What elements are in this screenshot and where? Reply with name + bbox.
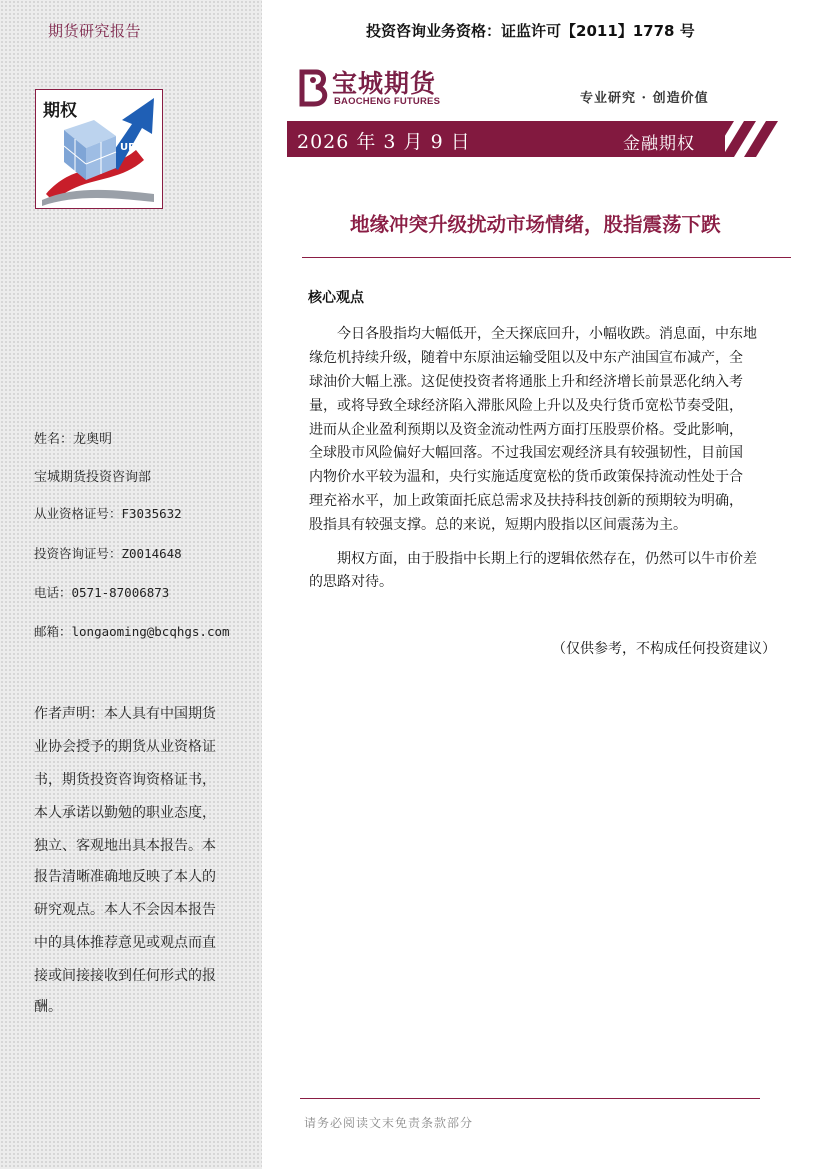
report-type-label: 期货研究报告 (48, 22, 142, 40)
footer-disclaimer-link[interactable]: 请务必阅读文末免责条款部分 (304, 1116, 474, 1130)
reference-only-note: （仅供参考，不构成任何投资建议） (552, 641, 776, 657)
body-line: 缘危机持续升级，随着中东原油运输受阻以及中东产油国宣布减产，全 (309, 350, 743, 366)
headline-divider (302, 257, 791, 258)
options-cover-image (35, 89, 163, 209)
declaration-line: 业协会授予的期货从业资格证 (34, 739, 216, 755)
logo-up-text: UP (120, 142, 136, 153)
declaration-line: 独立、客观地出具本报告。本 (34, 838, 216, 854)
baocheng-logo-icon (296, 68, 330, 108)
body-line: 全球股市风险偏好大幅回落。不过我国宏观经济具有较强韧性，目前国 (309, 445, 743, 461)
consulting-number: 投资咨询证号：Z0014648 (34, 546, 182, 561)
declaration-line: 本人承诺以勤勉的职业态度， (34, 805, 216, 821)
declaration-line: 书，期货投资咨询资格证书， (34, 772, 216, 788)
brand-name: 宝城期货 (332, 69, 437, 98)
declaration-line: 研究观点。本人不会因本报告 (34, 902, 216, 918)
declaration-line: 中的具体推荐意见或观点而直 (34, 935, 216, 951)
core-view-heading: 核心观点 (308, 290, 364, 306)
body-line: 内物价水平较为温和，央行实施适度宽松的货币政策保持流动性处于合 (309, 469, 743, 485)
declaration-line: 作者声明：本人具有中国期货 (34, 706, 216, 722)
slogan: 专业研究 · 创造价值 (580, 91, 709, 106)
body-line: 股指具有较强支撑。总的来说，短期内股指以区间震荡为主。 (309, 517, 687, 533)
report-date: 2026 年 3 月 9 日 (297, 131, 471, 153)
declaration-line: 接或间接接收到任何形式的报 (34, 968, 216, 984)
qualification-number: 从业资格证号：F3035632 (34, 506, 182, 521)
body-line: 期权方面，由于股指中长期上行的逻辑依然存在，仍然可以牛市价差 (309, 551, 757, 567)
body-line: 球油价大幅上涨。这促使投资者将通胀上升和经济增长前景恶化纳入考 (309, 374, 743, 390)
banner-stripes-icon (700, 121, 786, 157)
brand-name-english: BAOCHENG FUTURES (334, 96, 441, 107)
report-headline: 地缘冲突升级扰动市场情绪，股指震荡下跌 (350, 213, 721, 236)
license-statement: 投资咨询业务资格：证监许可【2011】1778 号 (366, 22, 695, 40)
report-section: 金融期权 (623, 134, 695, 154)
body-line: 进而从企业盈利预期以及资金流动性两方面打压股票价格。受此影响， (309, 422, 743, 438)
options-chart-icon (36, 90, 164, 210)
body-line: 今日各股指均大幅低开，全天探底回升，小幅收跌。消息面，中东地 (309, 326, 757, 342)
analyst-name: 姓名：龙奥明 (34, 432, 113, 447)
footer-divider (300, 1098, 760, 1099)
body-line: 量，或将导致全球经济陷入滞胀风险上升以及央行货币宽松节奏受阻， (309, 398, 743, 414)
body-line: 的思路对待。 (309, 574, 393, 590)
declaration-line: 报告清晰准确地反映了本人的 (34, 869, 216, 885)
logo-label: 期权 (43, 101, 77, 121)
analyst-department: 宝城期货投资咨询部 (34, 470, 152, 485)
analyst-phone: 电话：0571-87006873 (34, 585, 170, 600)
body-line: 理充裕水平，加上政策面托底总需求及扶持科技创新的预期较为明确， (309, 493, 743, 509)
declaration-line: 酬。 (34, 999, 62, 1015)
analyst-email[interactable]: 邮箱：longaoming@bcqhgs.com (34, 624, 230, 639)
